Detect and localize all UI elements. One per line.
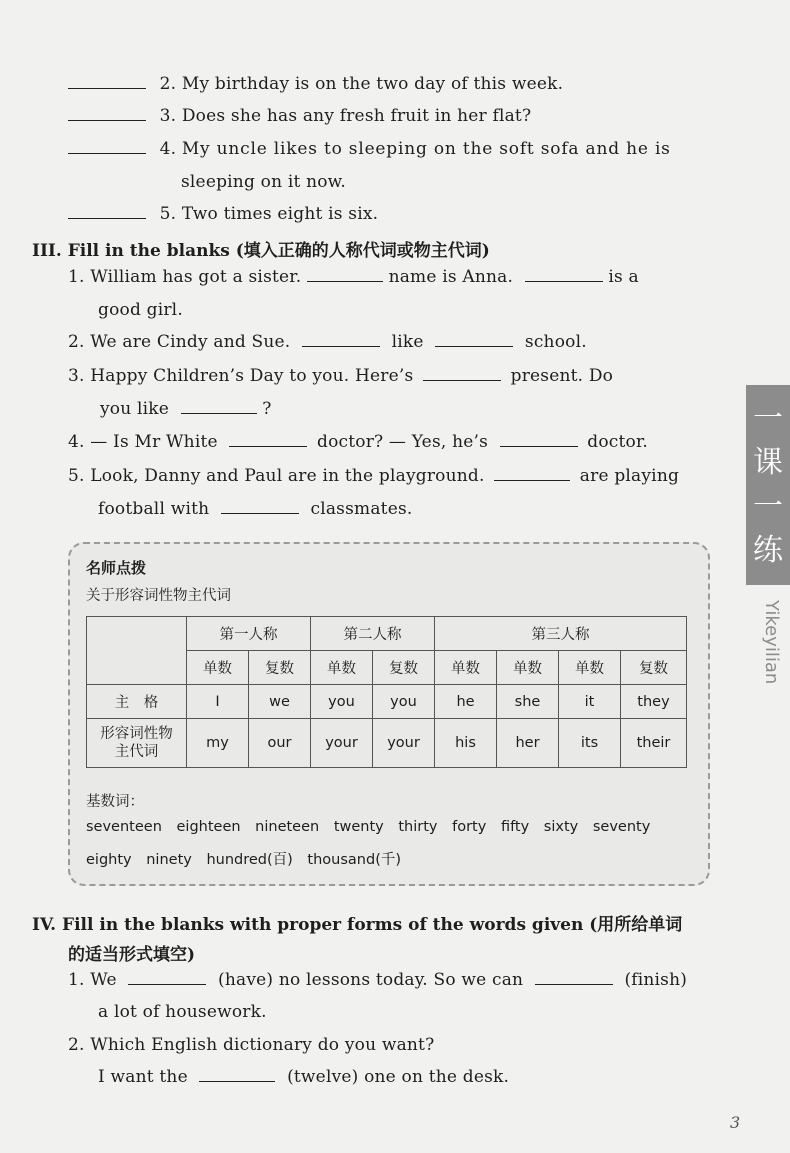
answer-blank[interactable] xyxy=(302,332,380,347)
table-cell: they xyxy=(621,685,687,719)
section-4-heading: IV. Fill in the blanks with proper forms of the words given (用所给单词 xyxy=(32,915,683,935)
answer-blank[interactable] xyxy=(221,499,299,514)
table-cell: he xyxy=(435,685,497,719)
answer-blank[interactable] xyxy=(423,366,501,381)
table-cell: I xyxy=(187,685,249,719)
answer-blank[interactable] xyxy=(535,970,613,985)
section-4-heading-continued: 的适当形式填空) xyxy=(68,945,196,965)
s3-question-2: 2. We are Cindy and Sue. like school. xyxy=(68,332,587,352)
table-cell: my xyxy=(187,719,249,768)
table-cell: 复数 xyxy=(621,651,687,685)
answer-blank[interactable] xyxy=(500,432,578,447)
tf-item-4-continued: sleeping on it now. xyxy=(181,172,347,192)
table-cell: his xyxy=(435,719,497,768)
cardinal-numbers-row-1: seventeen eighteen nineteen twenty thirty forty fifty sixty seventy xyxy=(86,819,651,835)
table-cell: 单数 xyxy=(187,651,249,685)
table-cell: your xyxy=(311,719,373,768)
table-cell: 复数 xyxy=(373,651,435,685)
table-cell: their xyxy=(621,719,687,768)
tf-item-3: 3. Does she has any fresh fruit in her flat? xyxy=(68,106,531,126)
s4-question-1: 1. We (have) no lessons today. So we can (finish) xyxy=(68,970,688,990)
s3-question-3: 3. Happy Children’s Day to you. Here’s present. Do xyxy=(68,366,614,386)
s4-question-2: 2. Which English dictionary do you want? xyxy=(68,1035,435,1055)
table-row-subject xyxy=(87,685,687,719)
possessive-pronoun-table xyxy=(86,616,687,768)
tip-subtitle: 关于形容词性物主代词 xyxy=(86,588,231,604)
table-cell: you xyxy=(311,685,373,719)
header-first-person: 第一人称 xyxy=(187,617,311,651)
answer-blank[interactable] xyxy=(525,267,603,282)
cardinal-numbers-row-2: eighty ninety hundred(百) thousand(千) xyxy=(86,852,402,868)
header-third-person: 第三人称 xyxy=(435,617,687,651)
answer-blank[interactable] xyxy=(128,970,206,985)
table-cell: our xyxy=(249,719,311,768)
side-pinyin-label: Yikeyilian xyxy=(761,600,782,685)
table-cell: you xyxy=(373,685,435,719)
section-3-heading: III. Fill in the blanks (填入正确的人称代词或物主代词) xyxy=(32,241,490,261)
page-number: 3 xyxy=(730,1113,741,1132)
chapter-side-tab: 一 课 一 练 xyxy=(746,385,790,585)
table-cell: 单数 xyxy=(311,651,373,685)
answer-blank[interactable] xyxy=(229,432,307,447)
cardinal-numbers-label: 基数词： xyxy=(86,794,144,810)
table-cell: 单数 xyxy=(559,651,621,685)
table-row-possessive xyxy=(87,719,687,768)
table-header-row xyxy=(87,617,687,651)
tf-item-4: 4. My uncle likes to sleeping on the soft sofa and he is xyxy=(68,139,671,159)
table-corner-cell xyxy=(87,617,187,685)
table-cell: its xyxy=(559,719,621,768)
s3-question-5-continued: football with classmates. xyxy=(98,499,413,519)
s3-question-3-continued: you like ? xyxy=(100,399,272,419)
tip-title: 名师点拨 xyxy=(86,559,147,577)
s4-question-2-answer-line: I want the (twelve) one on the desk. xyxy=(98,1067,510,1087)
table-cell: she xyxy=(497,685,559,719)
row-label: 主 格 xyxy=(87,685,187,719)
answer-blank[interactable] xyxy=(494,466,570,481)
s3-question-1: 1. William has got a sister. name is Anna. is a xyxy=(68,267,639,287)
answer-blank[interactable] xyxy=(199,1067,275,1082)
s3-question-5: 5. Look, Danny and Paul are in the playground. are playing xyxy=(68,466,680,486)
row-label: 形容词性物 主代词 xyxy=(87,719,187,768)
tf-item-2: 2. My birthday is on the two day of this week. xyxy=(68,74,563,94)
header-second-person: 第二人称 xyxy=(311,617,435,651)
tf-item-5: 5. Two times eight is six. xyxy=(68,204,378,224)
answer-blank[interactable] xyxy=(68,204,146,219)
table-cell: 复数 xyxy=(249,651,311,685)
table-cell: it xyxy=(559,685,621,719)
answer-blank[interactable] xyxy=(68,74,146,89)
answer-blank[interactable] xyxy=(307,267,383,282)
table-cell: we xyxy=(249,685,311,719)
answer-blank[interactable] xyxy=(68,106,146,121)
answer-blank[interactable] xyxy=(435,332,513,347)
s3-question-4: 4. — Is Mr White doctor? — Yes, he’s doctor. xyxy=(68,432,649,452)
table-cell: your xyxy=(373,719,435,768)
s3-question-1-continued: good girl. xyxy=(98,300,183,320)
table-cell: 单数 xyxy=(435,651,497,685)
s4-question-1-continued: a lot of housework. xyxy=(98,1002,267,1022)
table-cell: 单数 xyxy=(497,651,559,685)
answer-blank[interactable] xyxy=(68,139,146,154)
answer-blank[interactable] xyxy=(181,399,257,414)
table-cell: her xyxy=(497,719,559,768)
